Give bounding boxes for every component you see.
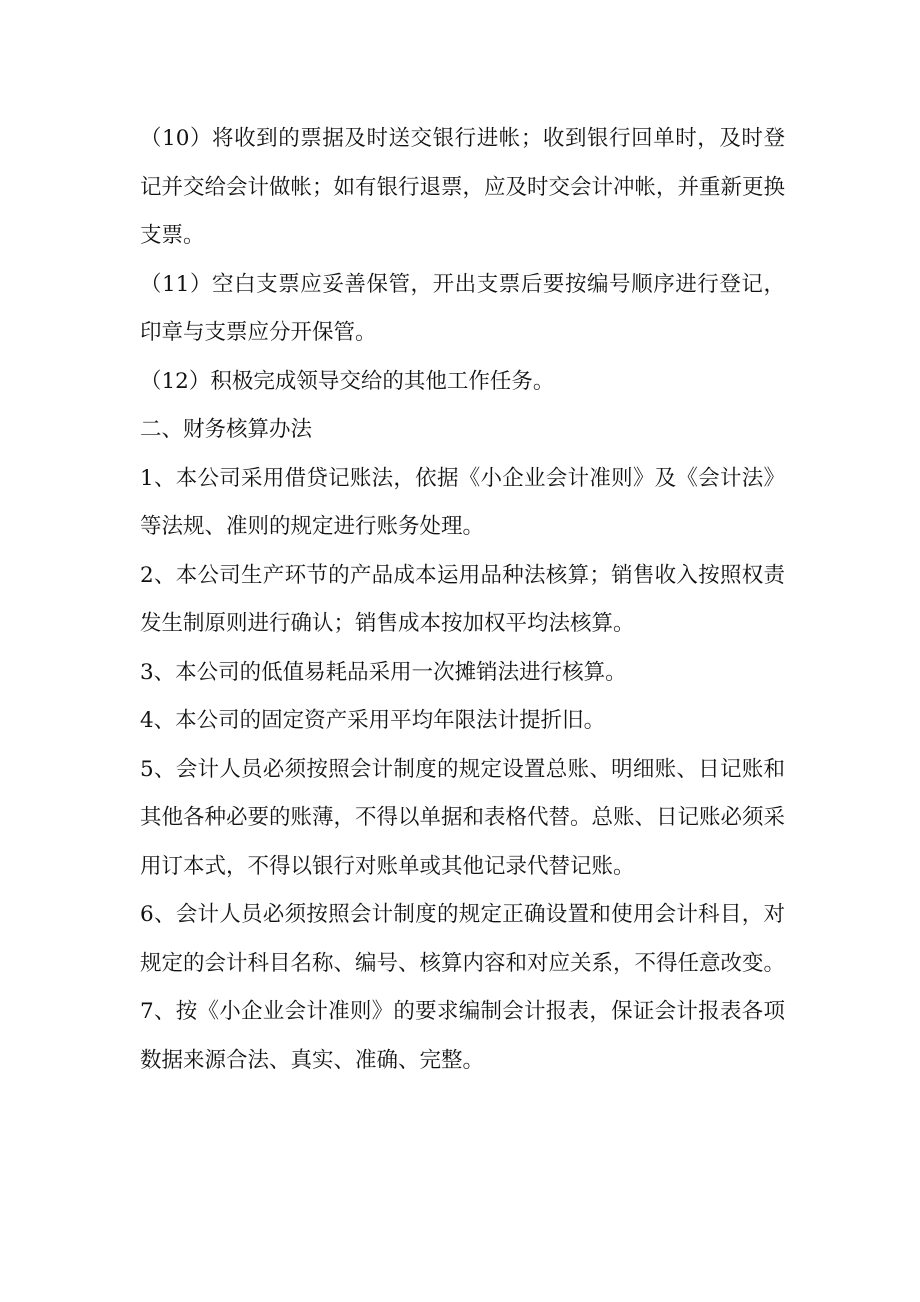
paragraph-rule-2: 2、本公司生产环节的产品成本运用品种法核算；销售收入按照权责发生制原则进行确认；销售成本按加权平均法核算。	[140, 562, 785, 636]
paragraph-rule-4: 4、本公司的固定资产采用平均年限法计提折旧。	[140, 708, 606, 733]
section-heading: 二、财务核算办法	[140, 417, 313, 442]
paragraph-item-12: （12）积极完成领导交给的其他工作任务。	[140, 368, 555, 394]
paragraph-rule-1: 1、本公司采用借贷记账法，依据《小企业会计准则》及《会计法》等法规、准则的规定进行账务处理。	[140, 465, 785, 539]
paragraph-rule-7: 7、按《小企业会计准则》的要求编制会计报表，保证会计报表各项数据来源合法、真实、准确、完整。	[140, 999, 785, 1073]
paragraph-item-10: （10）将收到的票据及时送交银行进帐；收到银行回单时，及时登记并交给会计做帐；如有银行退票，应及时交会计冲帐，并重新更换支票。	[140, 126, 786, 248]
paragraph-rule-6: 6、会计人员必须按照会计制度的规定正确设置和使用会计科目，对规定的会计科目名称、编号、核算内容和对应关系，不得任意改变。	[140, 902, 786, 976]
paragraph-rule-3: 3、本公司的低值易耗品采用一次摊销法进行核算。	[140, 659, 627, 685]
paragraph-rule-5: 5、会计人员必须按照会计制度的规定设置总账、明细账、日记账和其他各种必要的账薄，不得以单据和表格代替。总账、日记账必须采用订本式，不得以银行对账单或其他记录代替记账。	[140, 756, 786, 879]
document-body	[140, 115, 785, 1085]
paragraph-item-11: （11）空白支票应妥善保管，开出支票后要按编号顺序进行登记，印章与支票应分开保管。	[140, 271, 785, 345]
